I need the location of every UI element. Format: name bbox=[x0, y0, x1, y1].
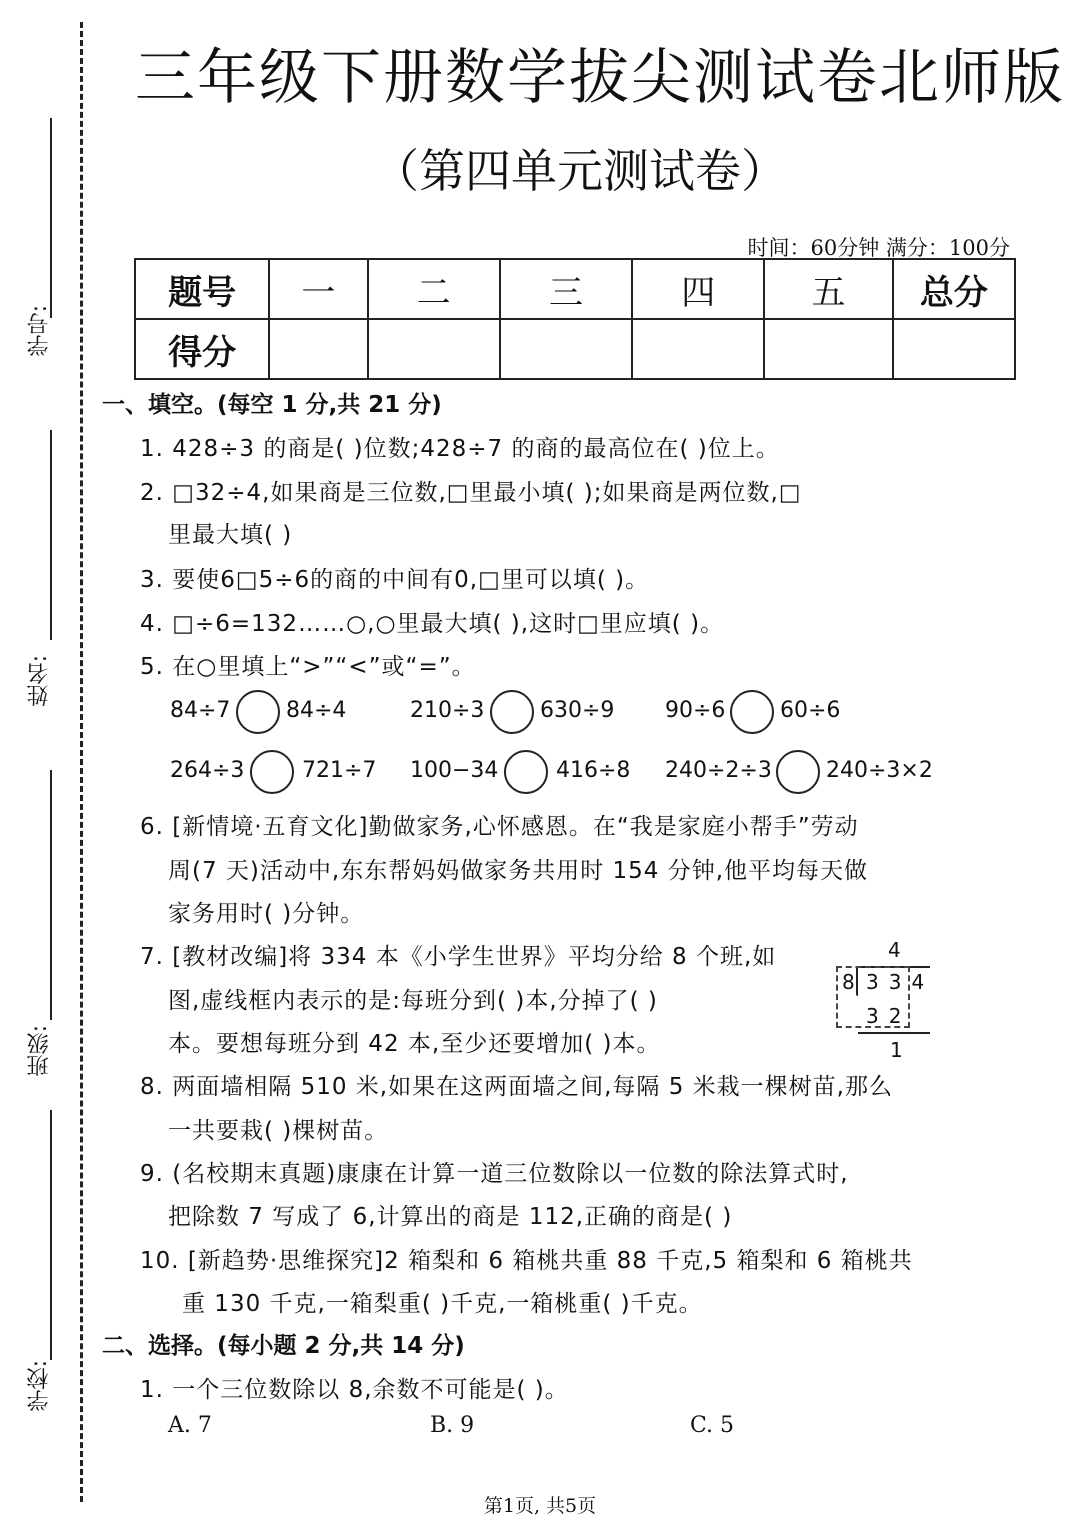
question-2-line-2: 里最大填( ) bbox=[168, 522, 293, 548]
exam-meta: 时间：60分钟 满分：100分 bbox=[747, 236, 1010, 260]
section-2-heading: 二、选择。(每小题 2 分,共 14 分) bbox=[102, 1333, 465, 1359]
score-header-cell: 二 bbox=[368, 259, 500, 319]
score-row-label: 得分 bbox=[135, 319, 269, 379]
compare-circle[interactable] bbox=[776, 750, 820, 794]
score-header-cell: 题号 bbox=[135, 259, 269, 319]
score-cell[interactable] bbox=[269, 319, 367, 379]
question-8-line-2: 一共要栽( )棵树苗。 bbox=[168, 1118, 389, 1144]
question-9-line-2: 把除数 7 写成了 6,计算出的商是 112,正确的商是( ) bbox=[168, 1204, 733, 1230]
name-line[interactable] bbox=[50, 430, 52, 640]
score-header-cell: 五 bbox=[764, 259, 892, 319]
choice-question-1: 1. 一个三位数除以 8,余数不可能是( )。 bbox=[140, 1377, 569, 1403]
question-10-line-2: 重 130 千克,一箱梨重( )千克,一箱桃重( )千克。 bbox=[182, 1291, 703, 1317]
school-line[interactable] bbox=[50, 1110, 52, 1360]
score-header-cell: 三 bbox=[500, 259, 632, 319]
score-header-cell: 四 bbox=[632, 259, 764, 319]
option-c[interactable]: C. 5 bbox=[690, 1413, 735, 1438]
question-1: 1. 428÷3 的商是( )位数;428÷7 的商的最高位在( )位上。 bbox=[140, 436, 780, 462]
ld-remainder: 1 bbox=[890, 1038, 903, 1062]
question-7-line-1: 7. [教材改编]将 334 本《小学生世界》平均分给 8 个班,如 bbox=[140, 944, 777, 970]
score-cell[interactable] bbox=[500, 319, 632, 379]
score-header-cell: 总分 bbox=[893, 259, 1015, 319]
score-cell[interactable] bbox=[368, 319, 500, 379]
question-7-line-3: 本。要想每班分到 42 本,至少还要增加( )本。 bbox=[168, 1031, 661, 1057]
question-4: 4. □÷6=132……○,○里最大填( ),这时□里应填( )。 bbox=[140, 611, 725, 637]
compare-left: 100−34 bbox=[410, 758, 499, 783]
compare-left: 264÷3 bbox=[170, 758, 245, 783]
score-value-row bbox=[135, 319, 1015, 379]
question-6-line-2: 周(7 天)活动中,东东帮妈妈做家务共用时 154 分钟,他平均每天做 bbox=[168, 858, 869, 884]
compare-right: 630÷9 bbox=[540, 698, 615, 723]
question-6-line-3: 家务用时( )分钟。 bbox=[168, 901, 365, 927]
score-cell[interactable] bbox=[764, 319, 892, 379]
section-1-heading: 一、填空。(每空 1 分,共 21 分) bbox=[102, 392, 442, 418]
compare-right: 416÷8 bbox=[556, 758, 631, 783]
page-footer: 第1页, 共5页 bbox=[483, 1495, 597, 1517]
question-3: 3. 要使6□5÷6的商的中间有0,□里可以填( )。 bbox=[140, 567, 650, 593]
question-9-line-1: 9. (名校期末真题)康康在计算一道三位数除以一位数的除法算式时, bbox=[140, 1161, 849, 1187]
ld-divisor: 8 bbox=[842, 970, 855, 994]
score-cell[interactable] bbox=[632, 319, 764, 379]
compare-left: 240÷2÷3 bbox=[665, 758, 772, 783]
question-5: 5. 在○里填上“>”“<”或“=”。 bbox=[140, 654, 476, 680]
question-7-line-2: 图,虚线框内表示的是:每班分到( )本,分掉了( ) bbox=[168, 988, 658, 1014]
compare-right: 240÷3×2 bbox=[826, 758, 933, 783]
class-label: 班级: bbox=[27, 1025, 52, 1077]
page-subtitle: （第四单元测试卷） bbox=[373, 144, 787, 198]
student-id-label: 学号: bbox=[27, 305, 52, 357]
long-division-figure bbox=[834, 938, 954, 1068]
compare-circle[interactable] bbox=[236, 690, 280, 734]
compare-circle[interactable] bbox=[730, 690, 774, 734]
option-a[interactable]: A. 7 bbox=[168, 1413, 212, 1438]
compare-circle[interactable] bbox=[250, 750, 294, 794]
compare-circle[interactable] bbox=[504, 750, 548, 794]
score-header-cell: 一 bbox=[269, 259, 367, 319]
score-table bbox=[134, 258, 1016, 380]
score-header-row bbox=[135, 259, 1015, 319]
compare-right: 84÷4 bbox=[286, 698, 347, 723]
compare-left: 210÷3 bbox=[410, 698, 485, 723]
question-2-line-1: 2. □32÷4,如果商是三位数,□里最小填( );如果商是两位数,□ bbox=[140, 480, 802, 506]
ld-dividend: 334 bbox=[866, 970, 935, 994]
ld-quotient: 4 bbox=[888, 938, 901, 962]
compare-circle[interactable] bbox=[490, 690, 534, 734]
question-6-line-1: 6. [新情境·五育文化]勤做家务,心怀感恩。在“我是家庭小帮手”劳动 bbox=[140, 814, 859, 840]
name-label: 姓名: bbox=[27, 655, 52, 707]
score-cell[interactable] bbox=[893, 319, 1015, 379]
option-b[interactable]: B. 9 bbox=[430, 1413, 475, 1438]
ld-product: 32 bbox=[866, 1004, 912, 1028]
student-id-line[interactable] bbox=[50, 118, 52, 318]
page-title: 三年级下册数学拔尖测试卷北师版 bbox=[135, 43, 1065, 113]
compare-right: 721÷7 bbox=[302, 758, 377, 783]
binding-dashed-line bbox=[80, 22, 83, 1502]
question-8-line-1: 8. 两面墙相隔 510 米,如果在这两面墙之间,每隔 5 米栽一棵树苗,那么 bbox=[140, 1074, 893, 1100]
school-label: 学校: bbox=[27, 1360, 52, 1412]
class-line[interactable] bbox=[50, 770, 52, 1020]
compare-left: 90÷6 bbox=[665, 698, 726, 723]
compare-left: 84÷7 bbox=[170, 698, 231, 723]
compare-right: 60÷6 bbox=[780, 698, 841, 723]
question-10-line-1: 10. [新趋势·思维探究]2 箱梨和 6 箱桃共重 88 千克,5 箱梨和 6 箱桃共 bbox=[140, 1248, 913, 1274]
